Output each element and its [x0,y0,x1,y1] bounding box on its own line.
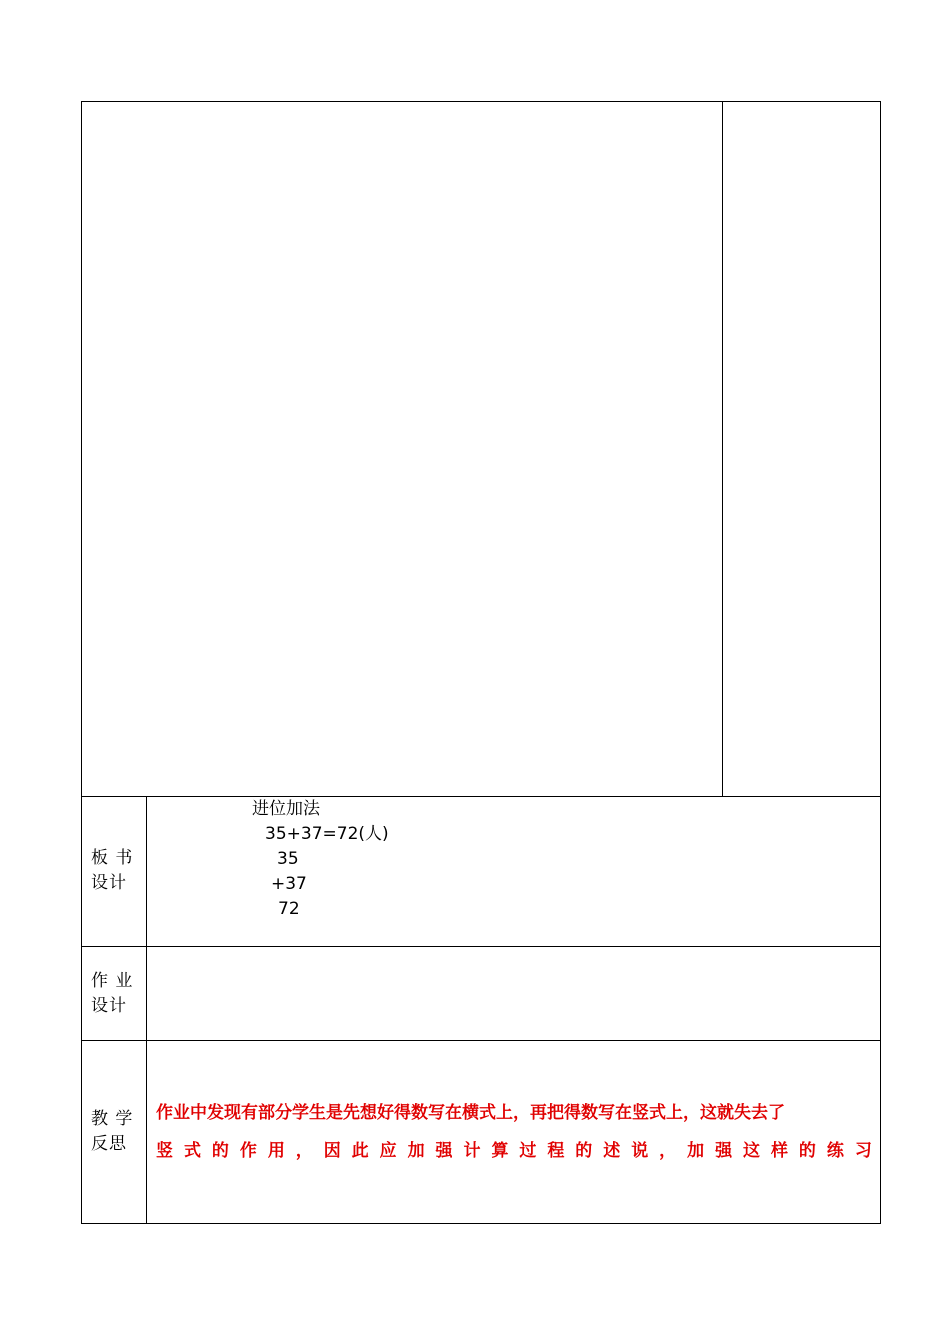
reflection-char: 用 [267,1141,285,1161]
reflection-char: 的 [211,1141,229,1161]
homework-design-label [91,969,133,1019]
table-bottom-border [81,1223,881,1224]
reflection-char: 的 [575,1141,593,1161]
reflection-char: ， [295,1141,313,1161]
table-right-border [880,101,881,1224]
reflection-char: 这 [743,1141,761,1161]
board-equation: 35+37=72(人) [265,824,389,844]
reflection-char: 习 [854,1141,872,1161]
reflection-char: 过 [519,1141,537,1161]
reflection-char: 式 [183,1141,201,1161]
reflection-char: 的 [798,1141,816,1161]
homework-design-content [156,960,872,1030]
reflection-label [91,1107,133,1157]
board-design-label-line2: 设计 [91,873,127,893]
board-addend-1: 35 [277,849,299,869]
reflection-label-line1: 教 学 [91,1109,134,1129]
reflection-char: 竖 [156,1141,173,1161]
reflection-label-line2: 反思 [91,1134,127,1154]
reflection-char: 样 [770,1141,788,1161]
reflection-char: 算 [491,1141,509,1161]
notes-cell [723,102,880,796]
homework-design-label-line2: 设计 [91,996,127,1016]
reflection-text-line1: 作业中发现有部分学生是先想好得数写在横式上，再把得数写在竖式上，这就失去了 [156,1103,785,1123]
reflection-char: 强 [715,1141,733,1161]
board-sum: 72 [278,899,300,919]
reflection-char: 说 [631,1141,649,1161]
reflection-char: 述 [603,1141,621,1161]
reflection-char: 程 [547,1141,565,1161]
reflection-char: 作 [239,1141,257,1161]
reflection-char: 此 [351,1141,369,1161]
board-title: 进位加法 [252,799,320,819]
board-design-label-line1: 板 书 [91,848,134,868]
reflection-char: 因 [323,1141,341,1161]
row-divider-board [81,796,881,797]
row-divider-reflection [81,1040,881,1041]
reflection-char: ， [659,1141,677,1161]
reflection-char: 计 [463,1141,481,1161]
reflection-char: 练 [826,1141,844,1161]
label-column-divider [146,796,147,1224]
reflection-text [156,1094,872,1170]
reflection-text-line2 [156,1132,872,1170]
reflection-char: 加 [687,1141,705,1161]
reflection-char: 强 [435,1141,453,1161]
lesson-content-cell [82,102,722,796]
row-divider-homework [81,946,881,947]
board-design-label [91,846,133,896]
board-addend-2: +37 [271,874,307,894]
homework-design-label-line1: 作 业 [91,971,134,991]
reflection-char: 加 [407,1141,425,1161]
reflection-char: 应 [379,1141,397,1161]
